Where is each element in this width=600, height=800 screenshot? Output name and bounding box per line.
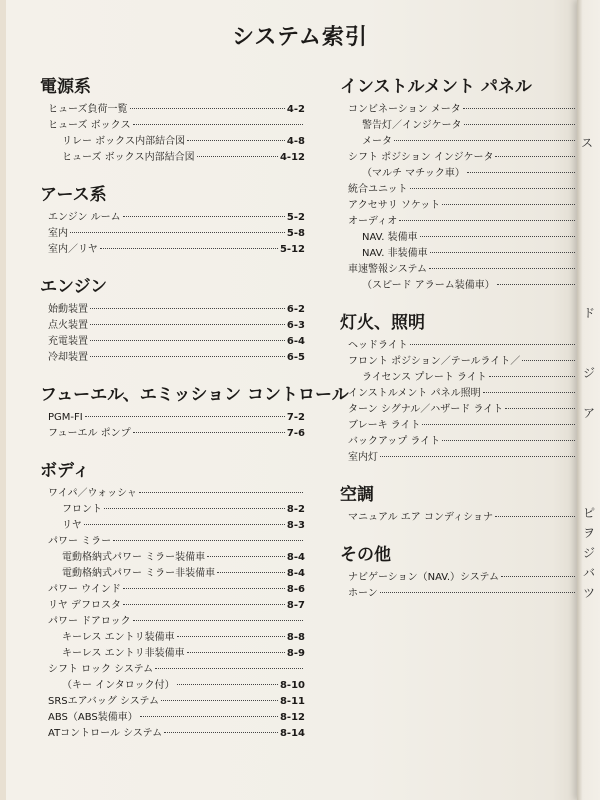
dot-leader <box>140 716 278 717</box>
index-entry[interactable] <box>40 726 305 742</box>
entry-label: （スピード アラーム装備車） <box>362 280 495 291</box>
dot-leader <box>399 220 575 221</box>
index-section <box>40 456 305 742</box>
index-entry[interactable] <box>40 150 305 166</box>
dot-leader <box>410 344 575 345</box>
index-entry[interactable] <box>40 350 305 366</box>
dot-leader <box>380 592 575 593</box>
entry-page-number: 7-2 <box>286 412 305 423</box>
edge-fragment: ツ <box>583 586 596 600</box>
dot-leader <box>90 324 285 325</box>
index-entry[interactable] <box>40 518 305 534</box>
entry-label: SRSエアバッグ システム <box>48 696 160 707</box>
dot-leader <box>133 124 303 125</box>
entry-label: ブレーキ ライト <box>348 420 421 431</box>
index-entry[interactable] <box>40 410 305 426</box>
entry-page-number: 8-9 <box>286 648 305 659</box>
entry-label: PGM-FI <box>48 412 83 423</box>
edge-fragment: ヲ <box>583 526 596 540</box>
index-entry[interactable] <box>340 586 577 602</box>
entry-page-number: 6-5 <box>286 352 305 363</box>
index-section <box>40 272 305 366</box>
index-entry[interactable] <box>40 226 305 242</box>
next-page-edge <box>577 0 600 800</box>
entry-label: オーディオ <box>348 216 398 227</box>
index-section <box>40 180 305 258</box>
index-entry[interactable] <box>40 102 305 118</box>
edge-fragment: ア <box>583 406 596 420</box>
entry-label: ナビゲーション（NAV.）システム <box>348 572 500 583</box>
dot-leader <box>139 492 303 493</box>
entry-label: リヤ <box>62 520 82 531</box>
index-entry[interactable] <box>40 646 305 662</box>
index-section <box>340 540 577 602</box>
dot-leader <box>177 684 278 685</box>
entry-label: シフト ロック システム <box>48 664 154 675</box>
entry-page-number: 8-11 <box>279 696 305 707</box>
dot-leader <box>217 572 285 573</box>
dot-leader <box>522 360 575 361</box>
index-entry[interactable] <box>340 246 577 262</box>
dot-leader <box>133 620 303 621</box>
entry-label: フロント ポジション／テールライト／ <box>348 356 521 367</box>
index-entry[interactable] <box>40 302 305 318</box>
entry-label: 始動装置 <box>48 304 88 315</box>
dot-leader <box>463 108 575 109</box>
dot-leader <box>467 172 575 173</box>
dot-leader <box>104 508 285 509</box>
dot-leader <box>430 252 575 253</box>
entry-label: リヤ デフロスタ <box>48 600 121 611</box>
index-entry[interactable] <box>340 570 577 586</box>
entry-page-number: 7-6 <box>286 428 305 439</box>
index-entry[interactable] <box>340 278 577 294</box>
dot-leader <box>495 516 575 517</box>
dot-leader <box>442 204 575 205</box>
entry-page-number: 8-4 <box>286 552 305 563</box>
entry-label: ヒューズ ボックス内部結合図 <box>62 152 195 163</box>
entry-label: 車速警報システム <box>348 264 427 275</box>
section-heading: 灯火、照明 <box>340 313 425 333</box>
dot-leader <box>380 456 575 457</box>
dot-leader <box>442 440 575 441</box>
index-entry[interactable] <box>40 694 305 710</box>
dot-leader <box>197 156 278 157</box>
index-entry[interactable] <box>340 402 577 418</box>
entry-label: フューエル ポンプ <box>48 428 131 439</box>
dot-leader <box>505 408 575 409</box>
index-section <box>340 480 577 526</box>
entry-page-number: 8-12 <box>279 712 305 723</box>
edge-fragment: ジ <box>583 366 596 380</box>
edge-fragment: ジ <box>583 546 596 560</box>
entry-label: 冷却装置 <box>48 352 88 363</box>
section-heading: ボディ <box>40 461 90 481</box>
index-entry[interactable] <box>340 510 577 526</box>
entry-label: 室内／リヤ <box>48 244 98 255</box>
entry-label: コンビネーション メータ <box>348 104 461 115</box>
index-entry[interactable] <box>340 386 577 402</box>
dot-leader <box>177 636 285 637</box>
index-entry[interactable] <box>40 318 305 334</box>
entry-label: 警告灯／インジケータ <box>362 120 462 131</box>
dot-leader <box>187 652 285 653</box>
index-entry[interactable] <box>340 134 577 150</box>
entry-label: ライセンス プレート ライト <box>362 372 487 383</box>
index-entry[interactable] <box>40 550 305 566</box>
entry-label: （キー インタロック付） <box>62 680 175 691</box>
dot-leader <box>410 188 575 189</box>
dot-leader <box>429 268 575 269</box>
dot-leader <box>85 416 285 417</box>
index-entry[interactable] <box>40 614 305 630</box>
entry-label: 室内 <box>48 228 68 239</box>
entry-label: NAV. 装備車 <box>362 232 418 243</box>
index-entry[interactable] <box>40 118 305 134</box>
page-title: システム索引 <box>232 25 368 50</box>
entry-page-number: 8-8 <box>286 632 305 643</box>
entry-label: パワー ミラー <box>48 536 112 547</box>
dot-leader <box>84 524 285 525</box>
entry-label: リレー ボックス内部結合図 <box>62 136 186 147</box>
entry-page-number: 8-4 <box>286 568 305 579</box>
index-entry[interactable] <box>40 662 305 678</box>
dot-leader <box>489 376 575 377</box>
dot-leader <box>90 308 285 309</box>
section-heading: その他 <box>340 545 391 565</box>
index-entry[interactable] <box>340 214 577 230</box>
index-entry[interactable] <box>40 210 305 226</box>
index-entry[interactable] <box>40 134 305 150</box>
index-entry[interactable] <box>340 102 577 118</box>
entry-page-number: 6-3 <box>286 320 305 331</box>
entry-label: 室内灯 <box>348 452 378 463</box>
entry-page-number: 6-4 <box>286 336 305 347</box>
dot-leader <box>130 108 285 109</box>
index-entry[interactable] <box>40 242 305 258</box>
entry-page-number: 5-8 <box>286 228 305 239</box>
entry-label: ABS（ABS装備車） <box>48 712 138 723</box>
index-section <box>340 308 577 466</box>
section-heading: フューエル、エミッション コントロール <box>40 385 349 405</box>
index-entry[interactable] <box>340 418 577 434</box>
entry-label: 点火装置 <box>48 320 88 331</box>
index-entry[interactable] <box>40 598 305 614</box>
index-entry[interactable] <box>40 334 305 350</box>
section-heading: アース系 <box>40 185 107 205</box>
entry-label: ワイパ／ウォッシャ <box>48 488 137 499</box>
entry-label: アクセサリ ソケット <box>348 200 441 211</box>
index-entry[interactable] <box>340 166 577 182</box>
dot-leader <box>207 556 285 557</box>
entry-page-number: 8-6 <box>286 584 305 595</box>
entry-label: ターン シグナル／ハザード ライト <box>348 404 504 415</box>
dot-leader <box>497 284 575 285</box>
entry-label: ホーン <box>348 588 378 599</box>
index-column-right <box>340 72 577 616</box>
index-column-left <box>40 72 349 756</box>
dot-leader <box>164 732 278 733</box>
dot-leader <box>90 356 285 357</box>
entry-page-number: 4-8 <box>286 136 305 147</box>
section-heading: エンジン <box>40 277 108 297</box>
edge-fragment: ド <box>583 306 596 320</box>
entry-page-number: 8-14 <box>279 728 305 739</box>
index-entry[interactable] <box>340 262 577 278</box>
entry-label: キーレス エントリ装備車 <box>62 632 175 643</box>
dot-leader <box>422 424 575 425</box>
index-entry[interactable] <box>340 150 577 166</box>
entry-page-number: 5-12 <box>279 244 305 255</box>
index-entry[interactable] <box>340 450 577 466</box>
dot-leader <box>133 432 285 433</box>
entry-label: シフト ポジション インジケータ <box>348 152 494 163</box>
index-entry[interactable] <box>340 354 577 370</box>
dot-leader <box>123 604 285 605</box>
edge-fragment: バ <box>583 566 596 580</box>
index-entry[interactable] <box>40 426 305 442</box>
entry-label: フロント <box>62 504 102 515</box>
dot-leader <box>123 216 285 217</box>
index-entry[interactable] <box>40 710 305 726</box>
entry-label: 充電装置 <box>48 336 88 347</box>
index-entry[interactable] <box>40 502 305 518</box>
entry-label: メータ <box>362 136 392 147</box>
entry-label: ヒューズ ボックス <box>48 120 131 131</box>
entry-page-number: 4-12 <box>279 152 305 163</box>
entry-label: マニュアル エア コンディショナ <box>348 512 493 523</box>
dot-leader <box>90 340 285 341</box>
index-entry[interactable] <box>40 678 305 694</box>
section-heading: 空調 <box>340 485 374 505</box>
index-entry[interactable] <box>340 118 577 134</box>
entry-page-number: 6-2 <box>286 304 305 315</box>
entry-label: エンジン ルーム <box>48 212 121 223</box>
index-section <box>340 72 577 294</box>
entry-page-number: 8-3 <box>286 520 305 531</box>
entry-label: パワー ドアロック <box>48 616 131 627</box>
entry-page-number: 5-2 <box>286 212 305 223</box>
dot-leader <box>501 576 575 577</box>
index-section <box>40 380 349 442</box>
entry-label: 電動格納式パワー ミラー非装備車 <box>62 568 216 579</box>
entry-label: ヒューズ負荷一覧 <box>48 104 128 115</box>
entry-label: ヘッドライト <box>348 340 408 351</box>
entry-label: 電動格納式パワー ミラー装備車 <box>62 552 206 563</box>
entry-page-number: 8-7 <box>286 600 305 611</box>
entry-label: パワー ウインド <box>48 584 121 595</box>
index-entry[interactable] <box>40 566 305 582</box>
section-heading: 電源系 <box>40 77 91 97</box>
index-entry[interactable] <box>340 338 577 354</box>
index-entry[interactable] <box>340 198 577 214</box>
dot-leader <box>464 124 575 125</box>
dot-leader <box>483 392 575 393</box>
edge-fragment: ピ <box>583 506 596 520</box>
dot-leader <box>495 156 575 157</box>
dot-leader <box>187 140 285 141</box>
index-entry[interactable] <box>340 434 577 450</box>
index-entry[interactable] <box>40 486 305 502</box>
entry-label: （マルチ マチック車） <box>362 168 465 179</box>
entry-page-number: 8-2 <box>286 504 305 515</box>
entry-label: NAV. 非装備車 <box>362 248 428 259</box>
edge-fragment: ス <box>581 136 594 150</box>
dot-leader <box>394 140 575 141</box>
entry-page-number: 4-2 <box>286 104 305 115</box>
entry-label: 統合ユニット <box>348 184 408 195</box>
dot-leader <box>420 236 575 237</box>
entry-label: バックアップ ライト <box>348 436 441 447</box>
entry-label: インストルメント パネル照明 <box>348 388 481 399</box>
entry-label: ATコントロール システム <box>48 728 163 739</box>
index-section <box>40 72 305 166</box>
index-entry[interactable] <box>340 370 577 386</box>
index-entry[interactable] <box>40 582 305 598</box>
dot-leader <box>100 248 278 249</box>
dot-leader <box>123 588 285 589</box>
dot-leader <box>155 668 303 669</box>
dot-leader <box>113 540 303 541</box>
index-entry[interactable] <box>340 230 577 246</box>
entry-label: キーレス エントリ非装備車 <box>62 648 185 659</box>
index-entry[interactable] <box>340 182 577 198</box>
dot-leader <box>70 232 285 233</box>
entry-page-number: 8-10 <box>279 680 305 691</box>
section-heading: インストルメント パネル <box>340 77 532 97</box>
index-entry[interactable] <box>40 630 305 646</box>
index-entry[interactable] <box>40 534 305 550</box>
dot-leader <box>161 700 278 701</box>
